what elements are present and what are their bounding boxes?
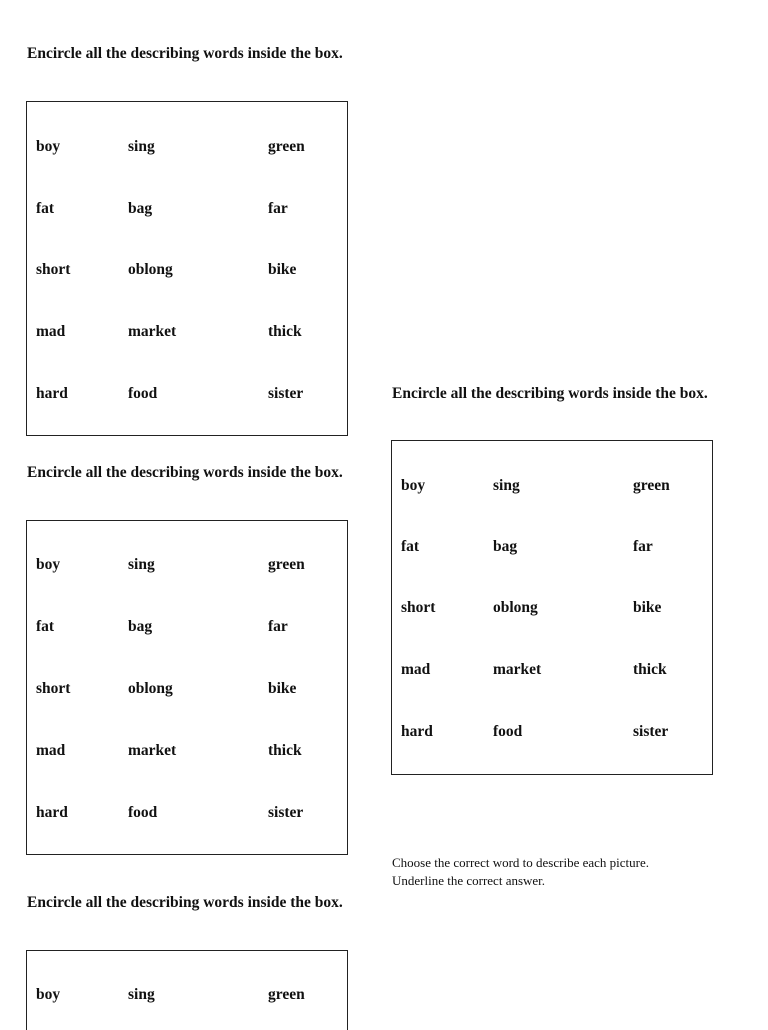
word[interactable]: boy xyxy=(36,138,61,155)
word-row xyxy=(392,536,712,558)
word[interactable]: sing xyxy=(128,556,155,573)
word[interactable]: far xyxy=(268,618,288,635)
section-1-word-box xyxy=(26,101,348,436)
section-2-instruction: Encircle all the describing words inside the box. xyxy=(27,464,343,481)
word[interactable]: far xyxy=(268,200,288,217)
word[interactable]: thick xyxy=(633,661,667,678)
section-3-instruction: Encircle all the describing words inside the box. xyxy=(27,894,343,911)
word[interactable]: oblong xyxy=(128,680,173,697)
word-row xyxy=(27,554,347,576)
word-row xyxy=(27,616,347,638)
word[interactable]: bag xyxy=(128,618,153,635)
word[interactable]: green xyxy=(268,556,305,573)
section-4-word-box xyxy=(391,440,713,775)
word[interactable]: thick xyxy=(268,742,302,759)
word[interactable]: hard xyxy=(401,723,433,740)
word-row xyxy=(27,802,347,824)
word[interactable]: sister xyxy=(633,723,669,740)
word[interactable]: sing xyxy=(493,477,520,494)
word-row xyxy=(27,259,347,281)
word-row xyxy=(27,740,347,762)
word[interactable]: boy xyxy=(401,477,426,494)
word[interactable]: market xyxy=(493,661,542,678)
word[interactable]: thick xyxy=(268,323,302,340)
word[interactable]: oblong xyxy=(493,599,538,616)
word[interactable]: sing xyxy=(128,986,155,1003)
word-row xyxy=(392,659,712,681)
word[interactable]: mad xyxy=(401,661,431,678)
word-row xyxy=(392,597,712,619)
word-row xyxy=(27,321,347,343)
word[interactable]: bike xyxy=(633,599,662,616)
word[interactable]: sister xyxy=(268,804,304,821)
word[interactable]: sing xyxy=(128,138,155,155)
word[interactable]: green xyxy=(268,138,305,155)
word[interactable]: short xyxy=(36,680,71,697)
word[interactable]: food xyxy=(128,804,158,821)
word[interactable]: mad xyxy=(36,742,66,759)
word[interactable]: fat xyxy=(401,538,420,555)
word[interactable]: green xyxy=(633,477,670,494)
word[interactable]: fat xyxy=(36,618,55,635)
word[interactable]: market xyxy=(128,323,177,340)
word-row xyxy=(27,678,347,700)
picture-task-line-2: Underline the correct answer. xyxy=(392,873,546,888)
word[interactable]: bag xyxy=(493,538,518,555)
word[interactable]: fat xyxy=(36,200,55,217)
word[interactable]: mad xyxy=(36,323,66,340)
section-4-instruction: Encircle all the describing words inside the box. xyxy=(392,385,708,402)
word[interactable]: green xyxy=(268,986,305,1003)
picture-task-line-1: Choose the correct word to describe each picture. xyxy=(392,855,650,870)
word[interactable]: food xyxy=(128,385,158,402)
word[interactable]: food xyxy=(493,723,523,740)
word-row xyxy=(392,721,712,743)
word[interactable]: bag xyxy=(128,200,153,217)
word-row xyxy=(27,136,347,158)
word[interactable]: sister xyxy=(268,385,304,402)
word[interactable]: short xyxy=(36,261,71,278)
word[interactable]: short xyxy=(401,599,436,616)
word[interactable]: hard xyxy=(36,804,68,821)
word-row xyxy=(27,984,347,1006)
section-1-instruction: Encircle all the describing words inside the box. xyxy=(27,45,343,62)
word-row xyxy=(27,383,347,405)
word[interactable]: far xyxy=(633,538,653,555)
section-3-word-box xyxy=(26,950,348,1030)
word[interactable]: oblong xyxy=(128,261,173,278)
section-2-word-box xyxy=(26,520,348,855)
word[interactable]: boy xyxy=(36,556,61,573)
word[interactable]: market xyxy=(128,742,177,759)
word[interactable]: hard xyxy=(36,385,68,402)
word-row xyxy=(392,475,712,497)
word[interactable]: bike xyxy=(268,680,297,697)
word[interactable]: bike xyxy=(268,261,297,278)
word-row xyxy=(27,198,347,220)
word[interactable]: boy xyxy=(36,986,61,1003)
